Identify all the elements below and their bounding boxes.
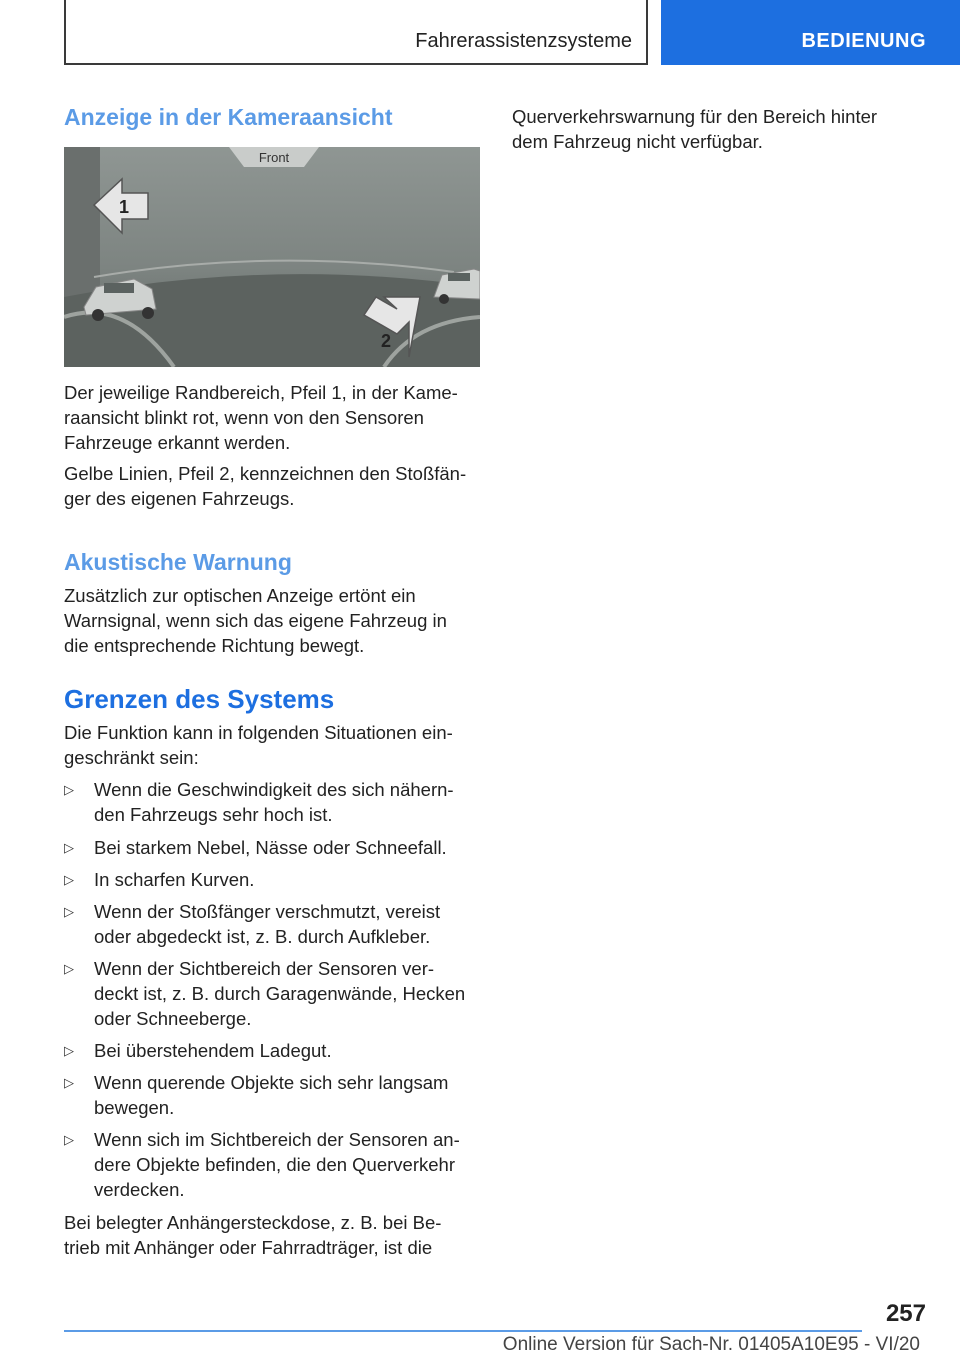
camera-text-2: Gelbe Linien, Pfeil 2, kennzeichnen den Stoßfän- ger des eigenen Fahrzeugs. [64, 463, 467, 509]
triangle-right-icon: ▷ [64, 840, 74, 855]
triangle-right-icon: ▷ [64, 1132, 74, 1147]
acoustic-text: Zusätzlich zur optischen Anzeige ertönt ein Warnsignal, wenn sich das eigene Fahrzeug in die entsprechende Richtung bewegt. [64, 585, 447, 656]
continuation-text: Querverkehrswarnung für den Bereich hinter dem Fahrzeug nicht verfügbar. [512, 106, 878, 152]
camera-view-illustration [64, 147, 480, 367]
arrow-2-label: 2 [380, 331, 392, 351]
limits-intro: Die Funktion kann in folgenden Situationen ein- geschränkt sein: [64, 722, 453, 768]
front-label: Front [258, 150, 290, 165]
triangle-right-icon: ▷ [64, 872, 74, 887]
footer-divider [64, 1330, 862, 1332]
page-number: 257 [885, 1300, 926, 1327]
section-title: Fahrerassistenzsysteme [415, 30, 632, 52]
chapter-title: BEDIENUNG [801, 30, 926, 52]
header-section-box [64, 0, 648, 65]
footer-online-version: Online Version für Sach-Nr. 01405A10E95 - VI/20 [502, 1334, 920, 1355]
camera-text-1: Der jeweilige Randbereich, Pfeil 1, in der Kame- raansicht blinkt rot, wenn von den Sensoren Fahrzeuge erkannt werden. [64, 382, 458, 453]
header-chapter-box [661, 0, 960, 65]
trailer-text: Bei belegter Anhängersteckdose, z. B. bei Be- trieb mit Anhänger oder Fahrradträger, ist die [64, 1212, 442, 1258]
camera-view-image [64, 147, 480, 367]
triangle-right-icon: ▷ [64, 904, 74, 919]
heading-camera-view: Anzeige in der Kameraansicht [64, 104, 393, 130]
triangle-right-icon: ▷ [64, 1075, 74, 1090]
heading-system-limits: Grenzen des Systems [64, 684, 335, 714]
arrow-1-label: 1 [118, 197, 130, 217]
triangle-right-icon: ▷ [64, 961, 74, 976]
heading-acoustic-warning: Akustische Warnung [64, 549, 292, 575]
triangle-right-icon: ▷ [64, 1043, 74, 1058]
triangle-right-icon: ▷ [64, 782, 74, 797]
